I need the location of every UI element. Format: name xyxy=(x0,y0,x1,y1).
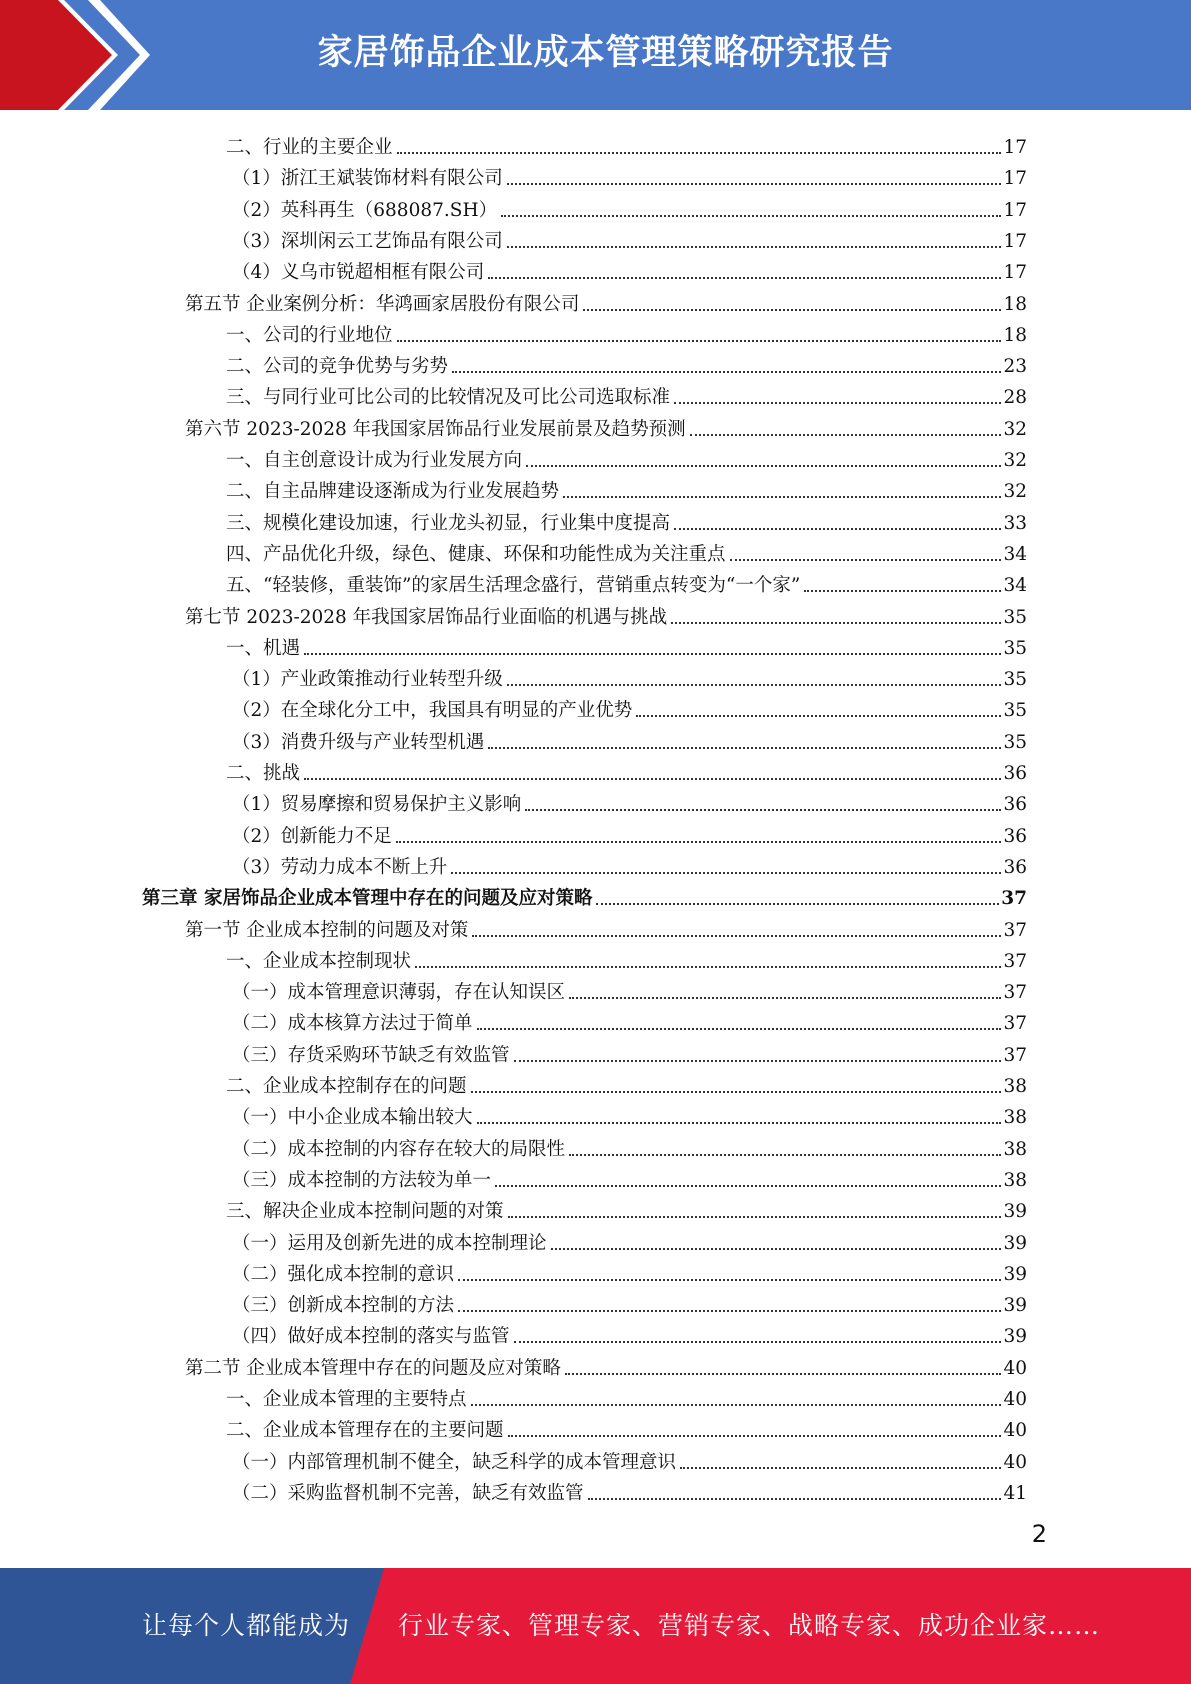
toc-entry[interactable] xyxy=(226,504,1027,535)
toc-entry-label: （二）成本控制的内容存在较大的局限性 xyxy=(232,1138,566,1160)
toc-entry-label: （三）成本控制的方法较为单一 xyxy=(232,1169,492,1191)
toc-entry-label: 一、企业成本控制现状 xyxy=(226,950,412,972)
toc-dot-leader xyxy=(495,1185,1001,1187)
report-title: 家居饰品企业成本管理策略研究报告 xyxy=(317,33,894,73)
toc-dot-leader xyxy=(507,183,1002,185)
toc-dot-leader xyxy=(507,684,1002,686)
toc-dot-leader xyxy=(452,371,1001,373)
toc-entry-label: （一）成本管理意识薄弱，存在认知误区 xyxy=(232,982,566,1004)
toc-entry[interactable] xyxy=(232,1036,1027,1067)
toc-entry-page: 40 xyxy=(1003,1389,1027,1410)
toc-dot-leader xyxy=(525,809,1001,811)
toc-dot-leader xyxy=(304,778,1001,780)
toc-dot-leader xyxy=(507,246,1002,248)
toc-entry[interactable] xyxy=(232,973,1027,1004)
toc-dot-leader xyxy=(674,402,1001,404)
toc-entry-page: 34 xyxy=(1003,543,1027,565)
toc-entry-page: 28 xyxy=(1003,387,1027,409)
toc-dot-leader xyxy=(477,1028,1002,1030)
toc-entry-page: 37 xyxy=(1001,888,1027,910)
toc-entry[interactable] xyxy=(226,754,1027,785)
header-arrow-decoration xyxy=(0,0,160,110)
toc-entry[interactable] xyxy=(232,723,1027,754)
toc-dot-leader xyxy=(569,1154,1001,1156)
toc-entry[interactable] xyxy=(232,817,1027,848)
toc-entry[interactable] xyxy=(232,848,1027,879)
toc-entry-page: 37 xyxy=(1003,919,1027,941)
toc-dot-leader xyxy=(304,653,1001,655)
toc-entry-page: 38 xyxy=(1003,1138,1027,1160)
toc-entry-page: 36 xyxy=(1003,794,1027,816)
toc-dot-leader xyxy=(471,1091,1002,1093)
toc-entry-page: 17 xyxy=(1003,199,1027,221)
toc-entry-label: 第三章 家居饰品企业成本管理中存在的问题及应对策略 xyxy=(142,888,593,910)
toc-entry-page: 32 xyxy=(1003,418,1027,440)
toc-dot-leader xyxy=(636,715,1001,717)
toc-entry-label: （1）贸易摩擦和贸易保护主义影响 xyxy=(232,794,522,816)
toc-dot-leader xyxy=(488,747,1001,749)
toc-entry[interactable] xyxy=(232,159,1027,190)
toc-entry[interactable] xyxy=(226,1380,1027,1411)
toc-entry-label: 第六节 2023-2028 年我国家居饰品行业发展前景及趋势预测 xyxy=(185,418,686,440)
toc-entry-page: 36 xyxy=(1003,763,1027,784)
toc-entry[interactable] xyxy=(185,1349,1027,1380)
toc-entry-page: 23 xyxy=(1003,356,1027,378)
toc-entry-label: 二、企业成本控制存在的问题 xyxy=(226,1076,467,1097)
toc-dot-leader xyxy=(565,1373,1002,1375)
toc-entry[interactable] xyxy=(226,1411,1027,1442)
toc-dot-leader xyxy=(396,841,1002,843)
toc-dot-leader xyxy=(563,496,1001,498)
toc-entry-label: （3）深圳闲云工艺饰品有限公司 xyxy=(232,230,503,252)
toc-entry[interactable] xyxy=(232,191,1027,222)
toc-entry-label: （三）存货采购环节缺乏有效监管 xyxy=(232,1044,510,1066)
toc-dot-leader xyxy=(674,528,1001,530)
toc-entry-label: 二、公司的竞争优势与劣势 xyxy=(226,356,449,378)
toc-entry[interactable] xyxy=(232,1286,1027,1317)
toc-entry-label: 第七节 2023-2028 年我国家居饰品行业面临的机遇与挑战 xyxy=(185,606,668,628)
toc-dot-leader xyxy=(551,1248,1002,1250)
toc-entry-page: 35 xyxy=(1003,637,1027,659)
toc-entry-label: 第二节 企业成本管理中存在的问题及应对策略 xyxy=(185,1357,561,1379)
toc-dot-leader xyxy=(488,277,1001,279)
toc-entry[interactable] xyxy=(232,1130,1027,1161)
toc-entry[interactable] xyxy=(232,253,1027,284)
page-number: 2 xyxy=(1031,1520,1047,1548)
toc-entry-page: 34 xyxy=(1003,575,1027,597)
toc-dot-leader xyxy=(501,215,1001,217)
toc-entry[interactable] xyxy=(142,879,1027,910)
toc-entry-page: 40 xyxy=(1003,1420,1027,1442)
toc-entry-page: 17 xyxy=(1003,137,1027,158)
toc-entry-page: 35 xyxy=(1003,606,1027,628)
toc-dot-leader xyxy=(472,935,1001,937)
toc-entry-label: 第五节 企业案例分析：华鸿画家居股份有限公司 xyxy=(185,293,580,315)
page-header xyxy=(0,0,1191,110)
toc-entry-page: 36 xyxy=(1003,856,1027,878)
toc-entry[interactable] xyxy=(232,1443,1027,1474)
toc-entry-label: （3）劳动力成本不断上升 xyxy=(232,856,448,878)
toc-dot-leader xyxy=(588,1498,1002,1500)
toc-entry[interactable] xyxy=(232,785,1027,816)
toc-dot-leader xyxy=(458,1279,1001,1281)
toc-dot-leader xyxy=(508,1435,1002,1437)
toc-dot-leader xyxy=(583,309,1001,311)
toc-entry-label: 二、挑战 xyxy=(226,763,301,784)
toc-dot-leader xyxy=(671,622,1001,624)
toc-entry-page: 33 xyxy=(1003,512,1027,534)
toc-dot-leader xyxy=(690,434,1002,436)
toc-entry-label: （2）英科再生（688087.SH） xyxy=(232,199,498,221)
toc-dot-leader xyxy=(477,1122,1002,1124)
toc-dot-leader xyxy=(596,903,999,905)
toc-entry-label: 一、公司的行业地位 xyxy=(226,324,393,346)
toc-dot-leader xyxy=(397,340,1002,342)
toc-entry-page: 38 xyxy=(1003,1076,1027,1097)
toc-entry[interactable] xyxy=(226,629,1027,660)
toc-entry-page: 39 xyxy=(1003,1295,1027,1317)
toc-entry-label: 一、机遇 xyxy=(226,637,301,659)
toc-entry[interactable] xyxy=(226,942,1027,973)
toc-entry-page: 37 xyxy=(1003,1013,1027,1035)
toc-entry-page: 32 xyxy=(1003,481,1027,503)
toc-entry[interactable] xyxy=(185,410,1027,441)
toc-entry[interactable] xyxy=(226,441,1027,472)
toc-entry-label: 三、解决企业成本控制问题的对策 xyxy=(226,1201,504,1223)
toc-dot-leader xyxy=(514,1060,1002,1062)
toc-entry-label: 二、自主品牌建设逐渐成为行业发展趋势 xyxy=(226,481,560,503)
toc-entry[interactable] xyxy=(232,691,1027,722)
toc-dot-leader xyxy=(458,1310,1001,1312)
toc-dot-leader xyxy=(569,997,1001,999)
toc-entry[interactable] xyxy=(232,1474,1027,1505)
toc-dot-leader xyxy=(680,1467,1001,1469)
page-footer xyxy=(0,1568,1191,1684)
toc-entry-label: （一）中小企业成本输出较大 xyxy=(232,1107,473,1129)
toc-entry-page: 17 xyxy=(1003,230,1027,252)
toc-dot-leader xyxy=(397,152,1002,154)
toc-dot-leader xyxy=(471,1404,1002,1406)
toc-entry-page: 35 xyxy=(1003,700,1027,722)
toc-entry-label: 三、与同行业可比公司的比较情况及可比公司选取标准 xyxy=(226,387,671,409)
toc-entry-label: 第一节 企业成本控制的问题及对策 xyxy=(185,919,469,941)
toc-entry-label: （4）义乌市锐超相框有限公司 xyxy=(232,262,485,284)
toc-entry-label: （四）做好成本控制的落实与监管 xyxy=(232,1326,510,1348)
toc-dot-leader xyxy=(415,966,1001,968)
toc-entry[interactable] xyxy=(226,316,1027,347)
toc-entry[interactable] xyxy=(232,1161,1027,1192)
toc-entry[interactable] xyxy=(226,566,1027,597)
toc-entry-label: （2）创新能力不足 xyxy=(232,825,392,847)
toc-entry[interactable] xyxy=(232,1317,1027,1348)
toc-entry-page: 40 xyxy=(1003,1451,1027,1473)
toc-entry[interactable] xyxy=(185,911,1027,942)
toc-entry[interactable] xyxy=(226,378,1027,409)
toc-entry-label: （3）消费升级与产业转型机遇 xyxy=(232,731,485,753)
toc-entry-page: 36 xyxy=(1003,825,1027,847)
toc-entry-page: 38 xyxy=(1003,1107,1027,1129)
toc-entry[interactable] xyxy=(185,285,1027,316)
toc-entry-page: 40 xyxy=(1003,1357,1027,1379)
toc-entry[interactable] xyxy=(232,222,1027,253)
toc-entry-label: 五、“轻装修，重装饰”的家居生活理念盛行，营销重点转变为“一个家” xyxy=(226,575,801,597)
toc-entry-label: （一）运用及创新先进的成本控制理论 xyxy=(232,1232,547,1254)
footer-slogan-left: 让每个人都能成为 xyxy=(142,1611,351,1640)
toc-entry[interactable] xyxy=(232,1098,1027,1129)
toc-entry[interactable] xyxy=(226,1192,1027,1223)
toc-entry[interactable] xyxy=(232,1004,1027,1035)
toc-entry[interactable] xyxy=(226,128,1027,159)
toc-entry[interactable] xyxy=(226,535,1027,566)
toc-entry-label: 一、企业成本管理的主要特点 xyxy=(226,1389,467,1410)
toc-entry[interactable] xyxy=(226,347,1027,378)
toc-entry-page: 18 xyxy=(1003,324,1027,346)
toc-entry-label: （1）浙江王斌装饰材料有限公司 xyxy=(232,168,503,190)
toc-entry-label: 一、自主创意设计成为行业发展方向 xyxy=(226,450,523,471)
toc-entry-page: 18 xyxy=(1003,293,1027,315)
toc-entry-page: 35 xyxy=(1003,669,1027,691)
toc-entry-page: 37 xyxy=(1003,982,1027,1004)
toc-entry-label: （2）在全球化分工中，我国具有明显的产业优势 xyxy=(232,700,633,722)
toc-entry-label: （1）产业政策推动行业转型升级 xyxy=(232,669,503,691)
toc-dot-leader xyxy=(804,590,1001,592)
toc-entry-label: （二）采购监督机制不完善，缺乏有效监管 xyxy=(232,1482,584,1504)
toc-entry-page: 35 xyxy=(1003,731,1027,753)
toc-entry-page: 39 xyxy=(1003,1326,1027,1348)
toc-entry[interactable] xyxy=(226,472,1027,503)
toc-entry-page: 39 xyxy=(1003,1263,1027,1285)
toc-dot-leader xyxy=(526,465,1001,467)
toc-entry-label: （三）创新成本控制的方法 xyxy=(232,1295,455,1317)
toc-dot-leader xyxy=(730,559,1002,561)
toc-entry-page: 37 xyxy=(1003,1044,1027,1066)
toc-entry-page: 41 xyxy=(1003,1482,1027,1504)
toc-entry-label: （一）内部管理机制不健全，缺乏科学的成本管理意识 xyxy=(232,1451,677,1473)
toc-entry-label: 二、企业成本管理存在的主要问题 xyxy=(226,1420,504,1442)
toc-entry-label: 二、行业的主要企业 xyxy=(226,137,393,158)
toc-entry-label: 三、规模化建设加速，行业龙头初显，行业集中度提高 xyxy=(226,512,671,534)
toc-entry-page: 37 xyxy=(1003,950,1027,972)
footer-slogan-right: 行业专家、管理专家、营销专家、战略专家、成功企业家…… xyxy=(398,1611,1101,1640)
toc-entry-page: 17 xyxy=(1003,262,1027,284)
toc-entry[interactable] xyxy=(185,598,1027,629)
toc-dot-leader xyxy=(451,872,1001,874)
toc-entry-page: 39 xyxy=(1003,1232,1027,1254)
toc-entry[interactable] xyxy=(232,1255,1027,1286)
toc-entry-label: （二）强化成本控制的意识 xyxy=(232,1263,455,1285)
toc-entry[interactable] xyxy=(232,1224,1027,1255)
toc-entry-label: （二）成本核算方法过于简单 xyxy=(232,1013,473,1035)
toc-entry[interactable] xyxy=(232,660,1027,691)
toc-entry-page: 38 xyxy=(1003,1169,1027,1191)
toc-dot-leader xyxy=(508,1216,1002,1218)
toc-entry-label: 四、产品优化升级，绿色、健康、环保和功能性成为关注重点 xyxy=(226,543,726,565)
toc-entry-page: 32 xyxy=(1003,450,1027,471)
toc-entry[interactable] xyxy=(226,1067,1027,1098)
toc-dot-leader xyxy=(514,1341,1002,1343)
toc-entry-page: 17 xyxy=(1003,168,1027,190)
toc-entry-page: 39 xyxy=(1003,1201,1027,1223)
